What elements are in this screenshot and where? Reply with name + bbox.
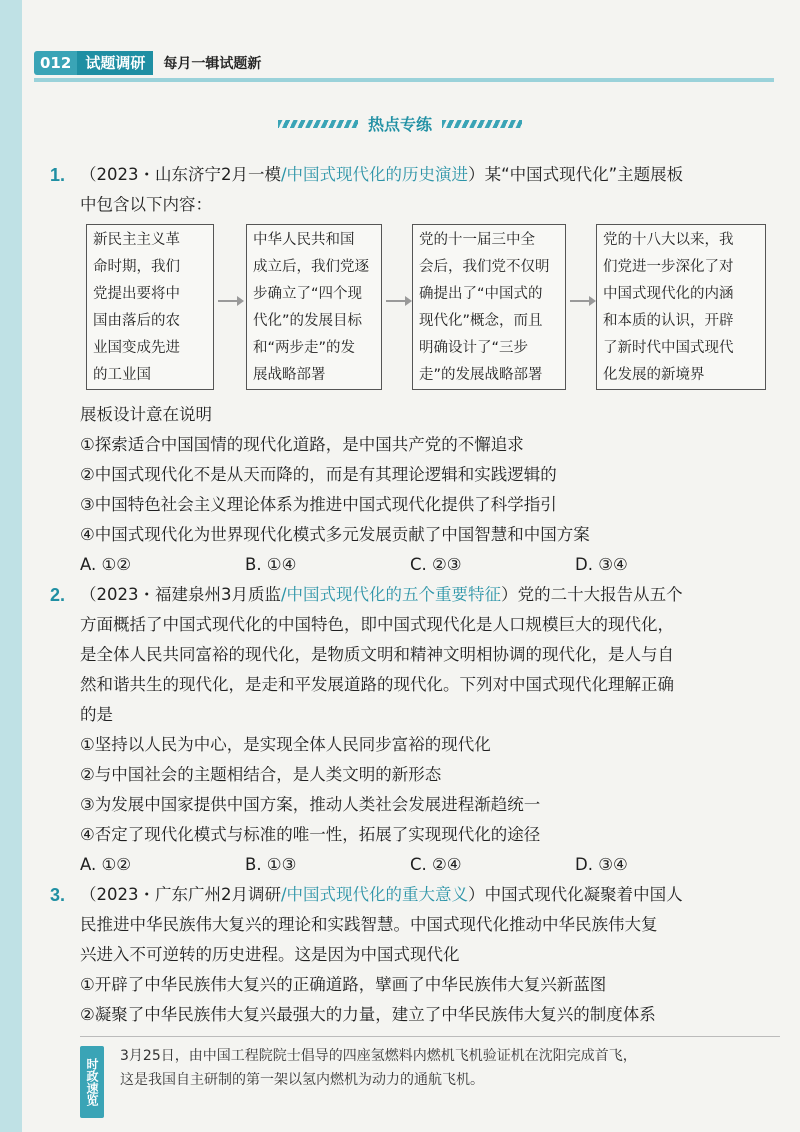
- section-title: 热点专练: [367, 115, 432, 134]
- left-edge-band: [0, 0, 22, 1132]
- header-rule: [34, 78, 774, 82]
- option-b[interactable]: B. ①③: [245, 855, 297, 874]
- answer-options: [80, 550, 770, 580]
- question-stem-line: 兴进入不可逆转的历史进程。这是因为中国式现代化: [80, 945, 460, 964]
- stripes-left-icon: [278, 120, 358, 128]
- statement-item: ①探索适合中国国情的现代化道路，是中国共产党的不懈追求: [80, 435, 524, 454]
- statement-item: ③为发展中国家提供中国方案，推动人类社会发展进程渐趋统一: [80, 795, 541, 814]
- question-2: [50, 580, 770, 880]
- exhibit-box-2: 中华人民共和国 成立后，我们党逐 步确立了“四个现 代化”的发展目标 和“两步走”的发 展战略部署: [246, 224, 382, 390]
- question-stem-line: 的是: [80, 705, 113, 724]
- question-number: 1.: [50, 165, 66, 185]
- statement-item: ④否定了现代化模式与标准的唯一性，拓展了实现现代化的途径: [80, 825, 541, 844]
- exhibit-boxes: [86, 224, 768, 392]
- news-note: [120, 1044, 770, 1092]
- topic-tag: /中国式现代化的历史演进: [281, 165, 469, 184]
- topic-tag: /中国式现代化的五个重要特征: [281, 585, 502, 604]
- option-c[interactable]: C. ②③: [410, 555, 462, 574]
- option-d[interactable]: D. ③④: [575, 855, 628, 874]
- news-line: 这是我国自主研制的第一架以氢内燃机为动力的通航飞机。: [120, 1072, 484, 1088]
- question-stem-line: 是全体人民共同富裕的现代化，是物质文明和精神文明相协调的现代化，是人与自: [80, 645, 674, 664]
- option-c[interactable]: C. ②④: [410, 855, 462, 874]
- option-d[interactable]: D. ③④: [575, 555, 628, 574]
- news-tag: 时政速览: [80, 1046, 104, 1118]
- arrow-right-icon: [570, 300, 594, 302]
- exhibit-box-3: 党的十一届三中全 会后，我们党不仅明 确提出了“中国式的 现代化”概念，而且 明确设计了“三步 走”的发展战略部署: [412, 224, 566, 390]
- arrow-right-icon: [218, 300, 242, 302]
- option-a[interactable]: A. ①②: [80, 855, 132, 874]
- answer-options: [80, 850, 770, 880]
- news-line: 3月25日，由中国工程院院士倡导的四座氢燃料内燃机飞机验证机在沈阳完成首飞，: [120, 1048, 637, 1064]
- question-stem-line: （2023・福建泉州3月质监/中国式现代化的五个重要特征）党的二十大报告从五个: [80, 585, 683, 604]
- page-header: [34, 50, 261, 76]
- question-number: 2.: [50, 585, 66, 605]
- question-stem-line: （2023・广东广州2月调研/中国式现代化的重大意义）中国式现代化凝聚着中国人: [80, 885, 683, 904]
- header-subtitle: 每月一辑试题新: [163, 56, 262, 72]
- question-stem-line: （2023・山东济宁2月一模/中国式现代化的历史演进）某“中国式现代化”主题展板: [80, 165, 684, 184]
- question-stem-line: 然和谐共生的现代化，是走和平发展道路的现代化。下列对中国式现代化理解正确: [80, 675, 674, 694]
- statement-item: ①坚持以人民为中心，是实现全体人民同步富裕的现代化: [80, 735, 491, 754]
- statement-item: ①开辟了中华民族伟大复兴的正确道路，擘画了中华民族伟大复兴新蓝图: [80, 975, 607, 994]
- stripes-right-icon: [442, 120, 522, 128]
- question-stem-line: 方面概括了中国式现代化的中国特色，即中国式现代化是人口规模巨大的现代化，: [80, 615, 674, 634]
- exhibit-box-4: 党的十八大以来，我 们党进一步深化了对 中国式现代化的内涵 和本质的认识，开辟 了新时代中国式现代 化发展的新境界: [596, 224, 766, 390]
- statement-item: ②中国式现代化不是从天而降的，而是有其理论逻辑和实践逻辑的: [80, 465, 557, 484]
- option-a[interactable]: A. ①②: [80, 555, 132, 574]
- arrow-right-icon: [386, 300, 410, 302]
- question-stem-line: 民推进中华民族伟大复兴的理论和实践智慧。中国式现代化推动中华民族伟大复: [80, 915, 658, 934]
- question-stem-line: 中包含以下内容：: [80, 195, 212, 214]
- footer-rule: [80, 1036, 780, 1037]
- option-b[interactable]: B. ①④: [245, 555, 297, 574]
- exhibit-box-1: 新民主主义革 命时期，我们 党提出要将中 国由落后的农 业国变成先进 的工业国: [86, 224, 214, 390]
- statement-item: ②凝聚了中华民族伟大复兴最强大的力量，建立了中华民族伟大复兴的制度体系: [80, 1005, 656, 1024]
- topic-tag: /中国式现代化的重大意义: [281, 885, 469, 904]
- question-stem-line: 展板设计意在说明: [80, 405, 212, 424]
- question-3: [50, 880, 770, 1030]
- question-1-body: [80, 400, 770, 580]
- question-1: [50, 160, 770, 220]
- statement-item: ②与中国社会的主题相结合，是人类文明的新形态: [80, 765, 442, 784]
- question-number: 3.: [50, 885, 66, 905]
- page-number: 012: [34, 51, 77, 75]
- statement-item: ③中国特色社会主义理论体系为推进中国式现代化提供了科学指引: [80, 495, 557, 514]
- statement-item: ④中国式现代化为世界现代化模式多元发展贡献了中国智慧和中国方案: [80, 525, 590, 544]
- section-label: 试题调研: [77, 51, 153, 75]
- section-heading: [0, 112, 800, 135]
